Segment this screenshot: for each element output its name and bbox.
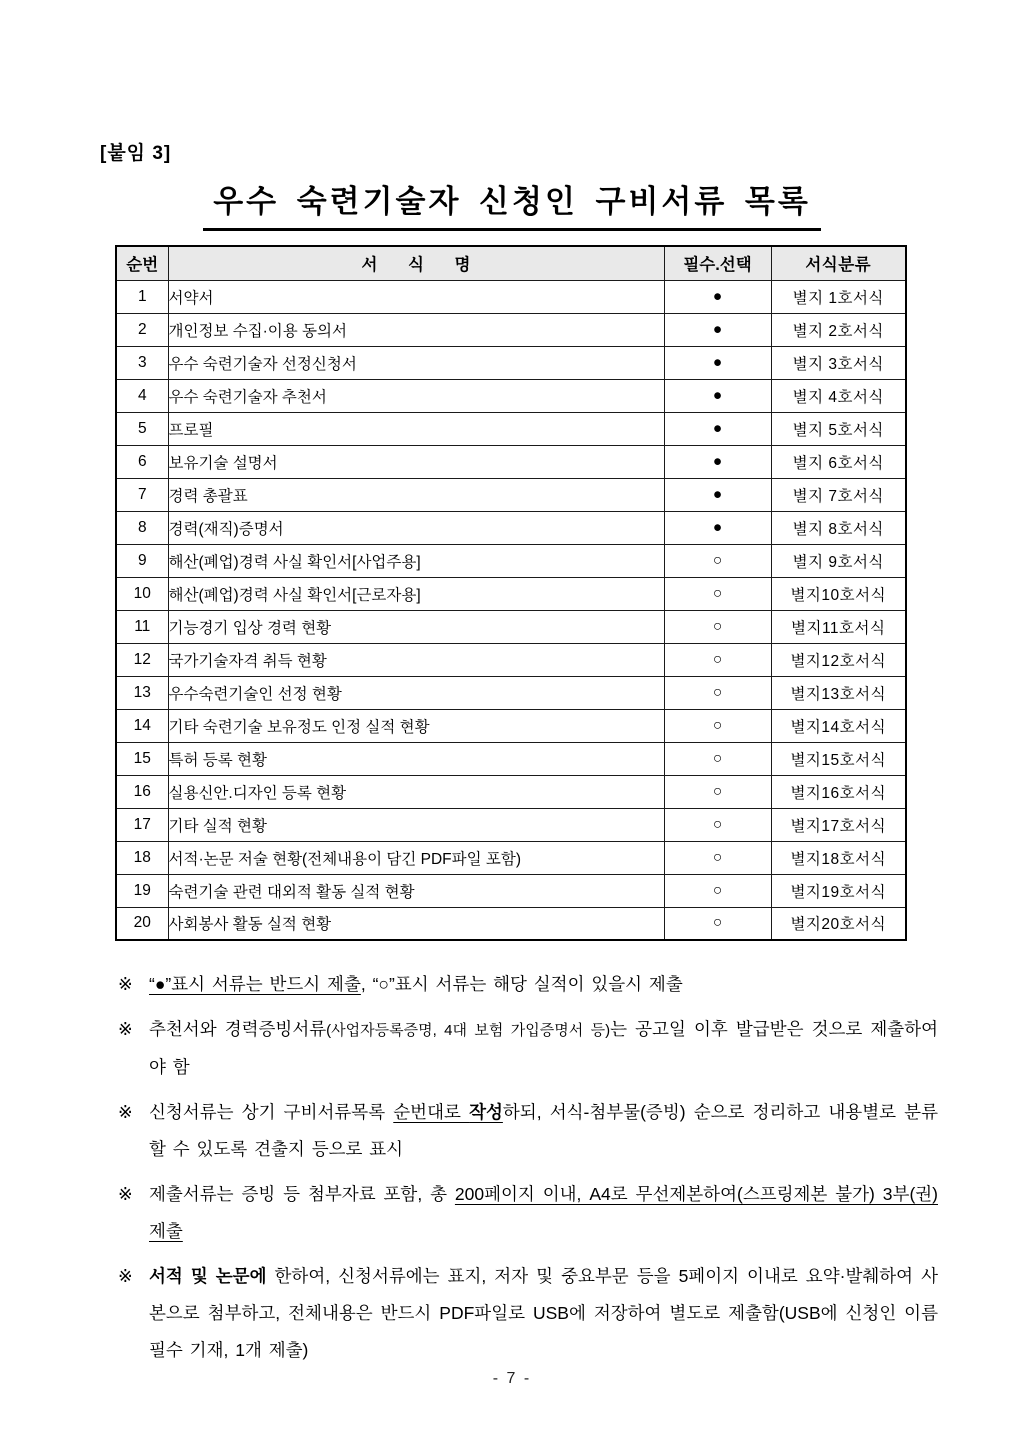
table-header-row bbox=[116, 246, 906, 280]
table-row bbox=[116, 775, 906, 808]
note-item bbox=[118, 966, 938, 1003]
required-mark-cell: ○ bbox=[664, 709, 771, 742]
form-category-cell: 별지14호서식 bbox=[771, 709, 906, 742]
required-mark-cell: ○ bbox=[664, 643, 771, 676]
note-segment: , bbox=[360, 974, 373, 994]
col-header-required-optional: 필수.선택 bbox=[664, 246, 771, 280]
note-text bbox=[149, 1094, 938, 1168]
table-row bbox=[116, 610, 906, 643]
reference-mark-icon: ※ bbox=[118, 1184, 133, 1204]
required-mark-cell: ○ bbox=[664, 544, 771, 577]
table-body bbox=[116, 280, 906, 940]
col-header-number: 순번 bbox=[116, 246, 168, 280]
note-segment: 순번대로 bbox=[393, 1102, 470, 1122]
note-segment: 작성 bbox=[469, 1102, 503, 1122]
row-number-cell: 3 bbox=[116, 346, 168, 379]
required-mark-cell: ● bbox=[664, 379, 771, 412]
form-name-cell: 실용신안.디자인 등록 현황 bbox=[168, 775, 664, 808]
note-item bbox=[118, 1176, 938, 1250]
documents-table bbox=[115, 245, 907, 941]
table-row bbox=[116, 412, 906, 445]
table-row bbox=[116, 280, 906, 313]
required-mark-cell: ○ bbox=[664, 676, 771, 709]
page-title: 우수 숙련기술자 신청인 구비서류 목록 bbox=[203, 176, 821, 231]
row-number-cell: 20 bbox=[116, 907, 168, 940]
row-number-cell: 9 bbox=[116, 544, 168, 577]
table-row bbox=[116, 709, 906, 742]
form-name-cell: 기타 실적 현황 bbox=[168, 808, 664, 841]
note-segment: 는 공고일 이후 발급받은 것으로 제출하여야 함 bbox=[149, 1019, 938, 1077]
note-text bbox=[149, 966, 938, 1003]
note-segment: 서적 및 논문에 bbox=[149, 1266, 267, 1286]
form-name-cell: 특허 등록 현황 bbox=[168, 742, 664, 775]
reference-mark-icon: ※ bbox=[118, 1266, 133, 1286]
form-name-cell: 보유기술 설명서 bbox=[168, 445, 664, 478]
form-category-cell: 별지10호서식 bbox=[771, 577, 906, 610]
reference-mark-icon: ※ bbox=[118, 974, 133, 994]
note-segment: 신청서류는 상기 구비서류목록 bbox=[149, 1102, 394, 1122]
row-number-cell: 6 bbox=[116, 445, 168, 478]
table-row bbox=[116, 511, 906, 544]
required-mark-cell: ● bbox=[664, 313, 771, 346]
required-mark-cell: ● bbox=[664, 280, 771, 313]
required-mark-cell: ○ bbox=[664, 907, 771, 940]
row-number-cell: 14 bbox=[116, 709, 168, 742]
reference-mark-icon: ※ bbox=[118, 1019, 133, 1039]
form-category-cell: 별지17호서식 bbox=[771, 808, 906, 841]
form-category-cell: 별지 6호서식 bbox=[771, 445, 906, 478]
required-mark-cell: ● bbox=[664, 445, 771, 478]
row-number-cell: 13 bbox=[116, 676, 168, 709]
required-mark-cell: ○ bbox=[664, 577, 771, 610]
reference-mark-icon: ※ bbox=[118, 1102, 133, 1122]
table-row bbox=[116, 544, 906, 577]
form-category-cell: 별지15호서식 bbox=[771, 742, 906, 775]
form-category-cell: 별지13호서식 bbox=[771, 676, 906, 709]
form-name-cell: 해산(폐업)경력 사실 확인서[근로자용] bbox=[168, 577, 664, 610]
note-segment: 200페이지 이내, A4로 무선제본하여(스프링제본 불가) 3부(권) 제출 bbox=[149, 1184, 938, 1241]
required-mark-cell: ○ bbox=[664, 874, 771, 907]
row-number-cell: 15 bbox=[116, 742, 168, 775]
note-segment: “○”표시 서류는 해당 실적이 있을시 제출 bbox=[372, 974, 683, 994]
form-name-cell: 사회봉사 활동 실적 현황 bbox=[168, 907, 664, 940]
required-mark-cell: ● bbox=[664, 511, 771, 544]
form-name-cell: 서적·논문 저술 현황(전체내용이 담긴 PDF파일 포함) bbox=[168, 841, 664, 874]
row-number-cell: 17 bbox=[116, 808, 168, 841]
note-segment: (사업자등록증명, 4대 보험 가입증명서 등) bbox=[326, 1022, 611, 1039]
form-category-cell: 별지18호서식 bbox=[771, 841, 906, 874]
notes bbox=[118, 966, 938, 1377]
required-mark-cell: ○ bbox=[664, 775, 771, 808]
table-row bbox=[116, 313, 906, 346]
form-category-cell: 별지20호서식 bbox=[771, 907, 906, 940]
form-category-cell: 별지 7호서식 bbox=[771, 478, 906, 511]
note-segment: 한하여, 신청서류에는 표지, 저자 및 중요부문 등을 5페이지 이내로 요약·발췌하여 사본으로 첨부하고, 전체내용은 반드시 PDF파일로 USB에 저장하여 별도로 제출함(USB에 신청인 이름 필수 기재, 1개 제출) bbox=[149, 1266, 938, 1360]
form-name-cell: 국가기술자격 취득 현황 bbox=[168, 643, 664, 676]
row-number-cell: 10 bbox=[116, 577, 168, 610]
table-header bbox=[116, 246, 906, 280]
form-category-cell: 별지 9호서식 bbox=[771, 544, 906, 577]
form-name-cell: 프로필 bbox=[168, 412, 664, 445]
note-item bbox=[118, 1094, 938, 1168]
table-row bbox=[116, 478, 906, 511]
form-name-cell: 우수 숙련기술자 추천서 bbox=[168, 379, 664, 412]
required-mark-cell: ○ bbox=[664, 841, 771, 874]
form-category-cell: 별지 8호서식 bbox=[771, 511, 906, 544]
col-header-form-category: 서식분류 bbox=[771, 246, 906, 280]
note-text bbox=[149, 1176, 938, 1250]
row-number-cell: 19 bbox=[116, 874, 168, 907]
note-item bbox=[118, 1011, 938, 1086]
row-number-cell: 1 bbox=[116, 280, 168, 313]
note-segment: 추천서와 경력증빙서류 bbox=[149, 1019, 327, 1039]
note-segment: 하되, 서식-첨부물(증빙) 순으로 정리하고 내용별로 분류할 수 있도록 견출지 등으로 표시 bbox=[149, 1102, 938, 1159]
table-row bbox=[116, 643, 906, 676]
table-row bbox=[116, 445, 906, 478]
table-row bbox=[116, 841, 906, 874]
required-mark-cell: ○ bbox=[664, 610, 771, 643]
table-row bbox=[116, 379, 906, 412]
table-row bbox=[116, 676, 906, 709]
table-row bbox=[116, 346, 906, 379]
form-name-cell: 경력(재직)증명서 bbox=[168, 511, 664, 544]
form-category-cell: 별지 3호서식 bbox=[771, 346, 906, 379]
note-segment: 제출서류는 증빙 등 첨부자료 포함, 총 bbox=[149, 1184, 455, 1204]
col-header-form-name: 서 식 명 bbox=[168, 246, 664, 280]
required-mark-cell: ● bbox=[664, 346, 771, 379]
form-name-cell: 개인정보 수집·이용 동의서 bbox=[168, 313, 664, 346]
required-mark-cell: ● bbox=[664, 478, 771, 511]
table-row bbox=[116, 742, 906, 775]
form-category-cell: 별지11호서식 bbox=[771, 610, 906, 643]
form-category-cell: 별지16호서식 bbox=[771, 775, 906, 808]
form-name-cell: 서약서 bbox=[168, 280, 664, 313]
form-name-cell: 경력 총괄표 bbox=[168, 478, 664, 511]
table-row bbox=[116, 808, 906, 841]
form-category-cell: 별지 5호서식 bbox=[771, 412, 906, 445]
required-mark-cell: ● bbox=[664, 412, 771, 445]
form-category-cell: 별지 2호서식 bbox=[771, 313, 906, 346]
form-name-cell: 해산(폐업)경력 사실 확인서[사업주용] bbox=[168, 544, 664, 577]
row-number-cell: 12 bbox=[116, 643, 168, 676]
attachment-label: [붙임 3] bbox=[100, 143, 172, 164]
note-segment: “●”표시 서류는 반드시 제출 bbox=[149, 974, 361, 994]
row-number-cell: 5 bbox=[116, 412, 168, 445]
form-name-cell: 우수 숙련기술자 선정신청서 bbox=[168, 346, 664, 379]
note-text bbox=[149, 1011, 938, 1086]
form-name-cell: 기타 숙련기술 보유정도 인정 실적 현황 bbox=[168, 709, 664, 742]
form-category-cell: 별지 1호서식 bbox=[771, 280, 906, 313]
form-name-cell: 우수숙련기술인 선정 현황 bbox=[168, 676, 664, 709]
table-row bbox=[116, 577, 906, 610]
table-row bbox=[116, 907, 906, 940]
required-mark-cell: ○ bbox=[664, 808, 771, 841]
note-text bbox=[149, 1258, 938, 1369]
title-wrap bbox=[0, 176, 1024, 231]
row-number-cell: 2 bbox=[116, 313, 168, 346]
form-category-cell: 별지12호서식 bbox=[771, 643, 906, 676]
table-row bbox=[116, 874, 906, 907]
form-category-cell: 별지19호서식 bbox=[771, 874, 906, 907]
row-number-cell: 18 bbox=[116, 841, 168, 874]
required-mark-cell: ○ bbox=[664, 742, 771, 775]
row-number-cell: 4 bbox=[116, 379, 168, 412]
row-number-cell: 8 bbox=[116, 511, 168, 544]
note-item bbox=[118, 1258, 938, 1369]
row-number-cell: 7 bbox=[116, 478, 168, 511]
form-name-cell: 기능경기 입상 경력 현황 bbox=[168, 610, 664, 643]
row-number-cell: 16 bbox=[116, 775, 168, 808]
form-category-cell: 별지 4호서식 bbox=[771, 379, 906, 412]
page-number: - 7 - bbox=[492, 1370, 532, 1387]
row-number-cell: 11 bbox=[116, 610, 168, 643]
form-name-cell: 숙련기술 관련 대외적 활동 실적 현황 bbox=[168, 874, 664, 907]
